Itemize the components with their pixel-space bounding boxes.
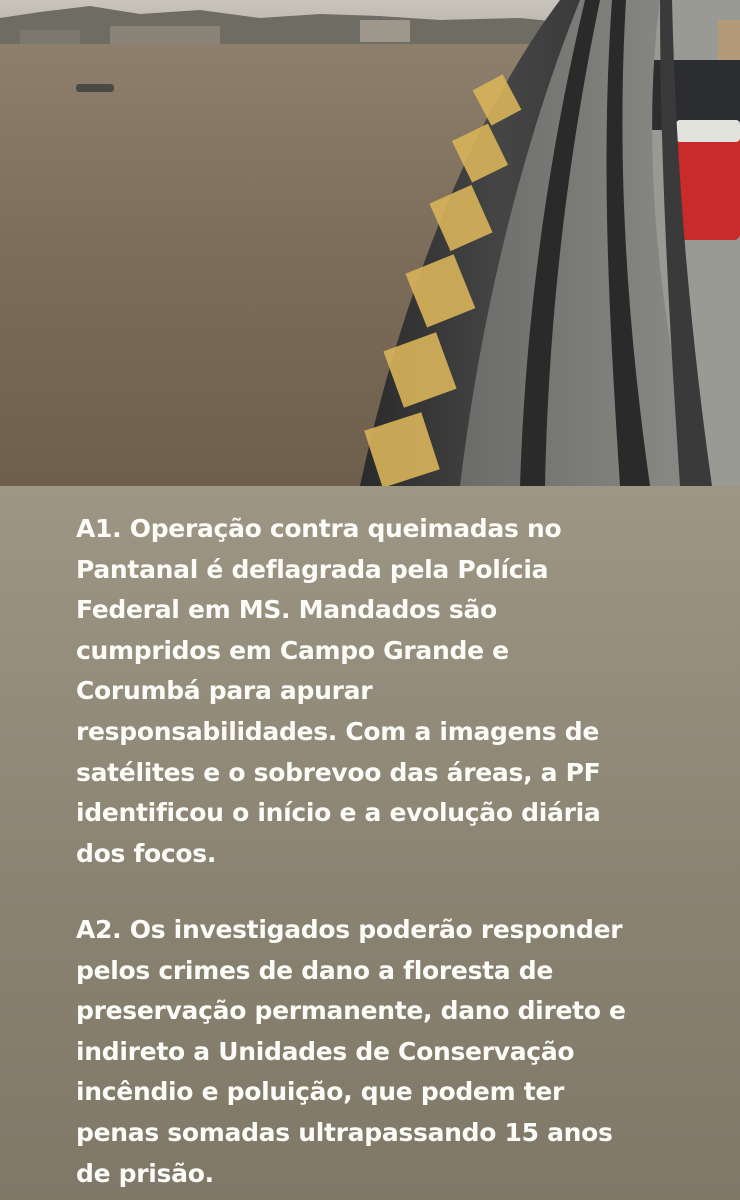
caption-paragraph-a1: A1. Operação contra queimadas no Pantanal é deflagrada pela Polícia Federal em MS. Mandados são cumpridos em Campo Grande e Corumbá para apurar responsabilidades. Com a imagens de satélites e o sobrevoo das áreas, a PF identificou o início e a evolução diária dos focos. — [76, 514, 601, 868]
caption-paragraph-a2: A2. Os investigados poderão responder pelos crimes de dano a floresta de preservação permanente, dano direto e indireto a Unidades de Conservação incêndio e poluição, que podem ter penas somadas ultrapassando 15 anos de prisão. — [76, 915, 626, 1188]
river-boat-photo — [0, 0, 740, 486]
boat-hull-on-river-photo-icon — [0, 0, 740, 486]
